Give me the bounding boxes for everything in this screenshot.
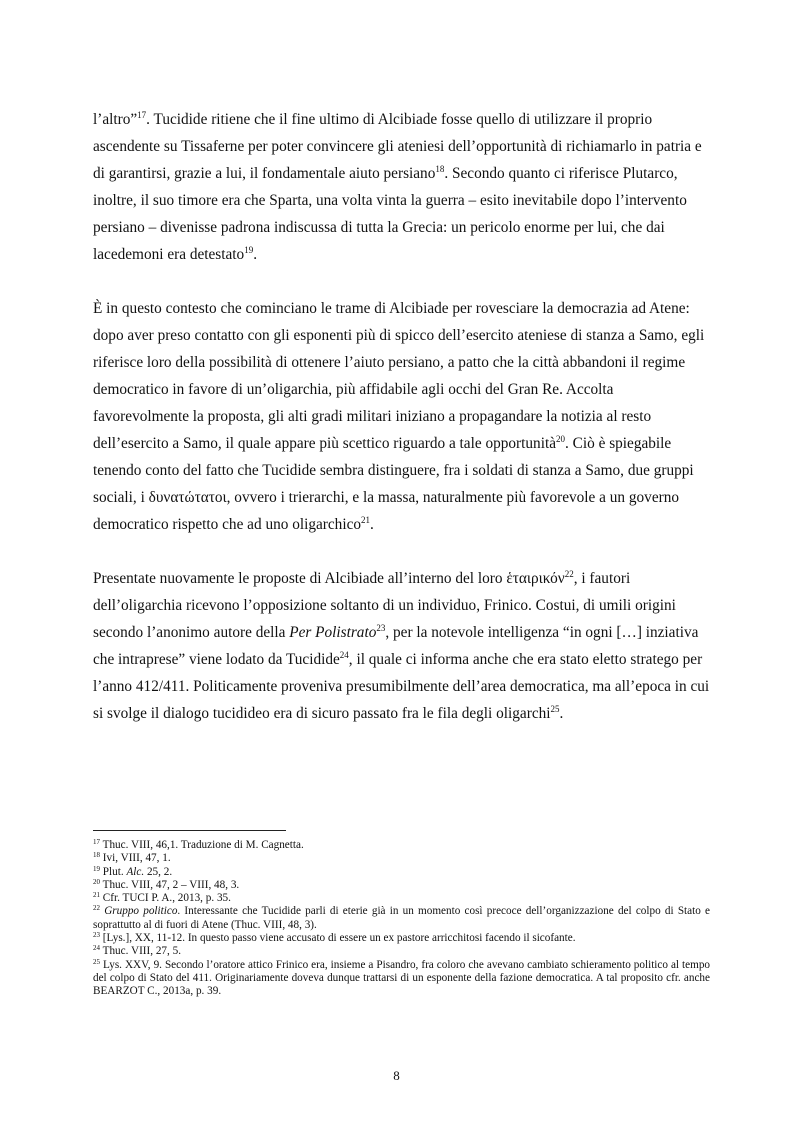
text-run: .: [559, 705, 564, 722]
footnote-ref-17[interactable]: 17: [137, 110, 147, 120]
footnote-23: [93, 932, 710, 945]
footnote-number: 24: [93, 944, 100, 953]
text-run: , per la notevole intelligenza “in ogni […] inziativa che intraprese” viene lodato da Tucidide: [93, 624, 699, 668]
text-run: . Ciò è spiegabile tenendo conto del fatto che Tucidide sembra distinguere, fra i soldati di stanza a Samo, due gruppi sociali, i δυνατώτατοι, ovvero i trierarchi, e la massa, naturalmente più favorevole a un governo democratico rispetto che ad uno oligarchico: [93, 435, 694, 533]
paragraph-2: [93, 295, 710, 538]
footnote-number: 17: [93, 838, 100, 846]
footnote-25: [93, 959, 710, 999]
footnote-ref-18[interactable]: 18: [435, 164, 445, 174]
footnote-ref-21[interactable]: 21: [361, 515, 371, 525]
footnote-22: [93, 905, 710, 932]
footnote-ref-24[interactable]: 24: [339, 650, 349, 660]
text-run: .: [253, 246, 258, 263]
footnote-24: [93, 945, 710, 958]
footnote-text: Thuc. VIII, 46,1. Traduzione di M. Cagnetta.: [102, 839, 304, 851]
footnote-number: 25: [93, 957, 100, 966]
footnote-separator: [93, 830, 286, 831]
footnote-number: 19: [93, 864, 100, 873]
footnote-text: Thuc. VIII, 27, 5.: [102, 945, 182, 958]
footnote-italic: Gruppo politico: [104, 905, 178, 918]
footnote-18: [93, 852, 710, 865]
footnote-ref-20[interactable]: 20: [556, 434, 565, 444]
footnote-ref-25[interactable]: 25: [550, 704, 560, 714]
footnote-text: . Interessante che Tucidide parli di eterie già in un momento così precoce dell’organizzazione del colpo di Stato e soprattutto al di fuori di Atene (Thuc. VIII, 48, 3).: [93, 905, 710, 931]
footnote-ref-19[interactable]: 19: [244, 245, 254, 255]
footnote-text: Ivi, VIII, 47, 1.: [102, 852, 171, 865]
footnote-number: 22: [93, 904, 100, 913]
footnote-text: Cfr. TUCI P. A., 2013, p. 35.: [102, 892, 231, 905]
italic-title: Per Polistrato: [289, 624, 377, 641]
text-run: l’altro”: [93, 111, 138, 128]
footnote-20: [93, 879, 710, 892]
text-run: , i fautori dell’oligarchia ricevono l’opposizione soltanto di un individuo, Frinico. Costui, di umili origini secondo l’anonimo autore della: [93, 570, 676, 641]
paragraph-3: [93, 565, 710, 727]
footnote-italic: Alc.: [126, 865, 145, 878]
footnote-text: 25, 2.: [144, 865, 173, 878]
footnote-17: [93, 839, 710, 852]
footnote-19: [93, 866, 710, 879]
text-run: Presentate nuovamente le proposte di Alcibiade all’interno del loro ἑταιρικόν: [93, 570, 565, 587]
text-run: , il quale ci informa anche che era stato eletto stratego per l’anno 412/411. Politicamente proveniva presumibilmente dell’area democratica, ma all’epoca in cui si svolge il dialogo tucidideo era di sicuro passato fra le fila degli oligarchi: [93, 651, 710, 722]
footnote-text: [Lys.], XX, 11-12. In questo passo viene accusato di essere un ex pastore arricchitosi facendo il sicofante.: [102, 932, 576, 945]
footnote-number: 20: [93, 877, 100, 886]
footnote-text: Lys. XXV, 9. Secondo l’oratore attico Frinico era, insieme a Pisandro, fra coloro che avevano cambiato schieramento politico al tempo del colpo di Stato del 411. Originariamente doveva dunque trattarsi di un esponente della fazione democratica. A tal proposito cfr. anche BEARZOT C., 2013a, p. 39.: [93, 958, 711, 998]
page-number: 8: [393, 1068, 400, 1083]
paragraph-1: [93, 106, 710, 268]
text-run: . Secondo quanto ci riferisce Plutarco, inoltre, il suo timore era che Sparta, una volta vinta la guerra – esito inevitabile dopo l’intervento persiano – divenisse padrona indiscussa di tutta la Grecia: un pericolo enorme per lui, che dai lacedemoni era detestato: [93, 165, 687, 263]
footnote-text: Plut.: [102, 865, 127, 878]
text-run: . Tucidide ritiene che il fine ultimo di Alcibiade fosse quello di utilizzare il proprio ascendente su Tissaferne per poter convincere gli ateniesi dell’opportunità di richiamarlo in patria e di garantirsi, grazie a lui, il fondamentale aiuto persiano: [93, 111, 702, 182]
text-run: È in questo contesto che cominciano le trame di Alcibiade per rovesciare la democrazia ad Atene: dopo aver preso contatto con gli esponenti più di spicco dell’esercito ateniese di stanza a Samo, egli riferisce loro della possibilità di ottenere l’aiuto persiano, a patto che la città abbandoni il regime democratico in favore di un’oligarchia, più affidabile agli occhi del Gran Re. Accolta favorevolmente la proposta, gli alti gradi militari iniziano a propagandare la notizia al resto dell’esercito a Samo, il quale appare più scettico riguardo a tale opportunità: [93, 300, 705, 452]
footnote-21: [93, 892, 710, 905]
footnote-number: 21: [93, 891, 100, 900]
footnotes: [93, 839, 710, 999]
footnote-ref-23[interactable]: 23: [376, 623, 386, 633]
footnote-text: Thuc. VIII, 47, 2 – VIII, 48, 3.: [102, 878, 240, 891]
footnote-ref-22[interactable]: 22: [564, 569, 574, 579]
text-run: .: [370, 516, 374, 533]
footnote-number: 23: [93, 931, 100, 940]
footnote-number: 18: [93, 851, 100, 860]
